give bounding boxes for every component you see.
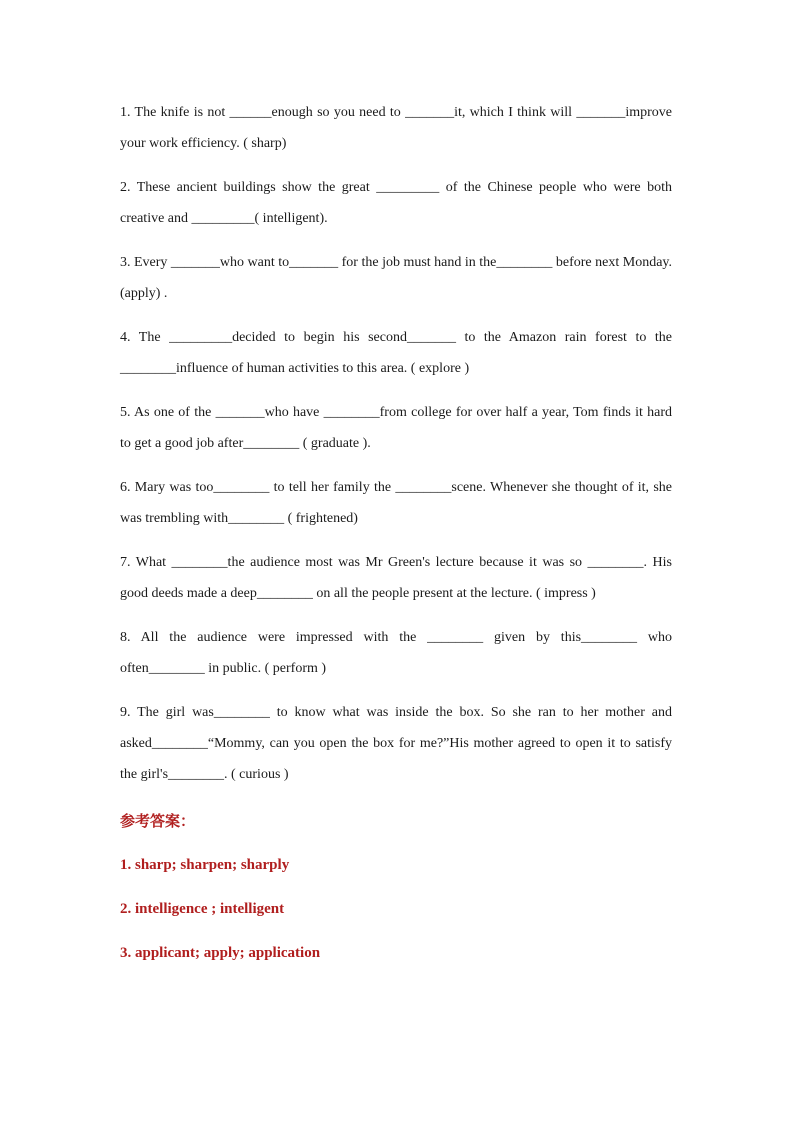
answers-heading: 参考答案：: [120, 812, 196, 830]
worksheet-page: [120, 97, 672, 964]
question-8: 8. All the audience were impressed with the ________ given by this________ who often________ in public. ( perform ): [120, 630, 672, 676]
question-4: 4. The _________decided to begin his second_______ to the Amazon rain forest to the ________influence of human activities to this area. ( explore ): [120, 330, 672, 376]
answer-1: 1. sharp; sharpen; sharply: [120, 857, 290, 873]
question-7: 7. What ________the audience most was Mr Green's lecture because it was so ________. His good deeds made a deep________ on all the people present at the lecture. ( impress ): [120, 555, 672, 601]
answer-2: 2. intelligence ; intelligent: [120, 901, 285, 917]
question-3: 3. Every _______who want to_______ for the job must hand in the________ before next Monday. (apply) .: [120, 255, 673, 301]
question-2: 2. These ancient buildings show the great _________ of the Chinese people who were both creative and _________( intelligent).: [120, 180, 672, 226]
question-9: 9. The girl was________ to know what was inside the box. So she ran to her mother and asked________“Mommy, can you open the box for me?”His mother agreed to open it to satisfy the girl's________. ( curious ): [120, 705, 672, 782]
question-5: 5. As one of the _______who have ________from college for over half a year, Tom finds it hard to get a good job after________ ( graduate ).: [120, 405, 672, 451]
question-6: 6. Mary was too________ to tell her family the ________scene. Whenever she thought of it, she was trembling with________ ( frightened): [120, 480, 672, 526]
question-1: 1. The knife is not ______enough so you need to _______it, which I think will _______improve your work efficiency. ( sharp): [120, 105, 672, 151]
answer-3: 3. applicant; apply; application: [120, 945, 321, 961]
